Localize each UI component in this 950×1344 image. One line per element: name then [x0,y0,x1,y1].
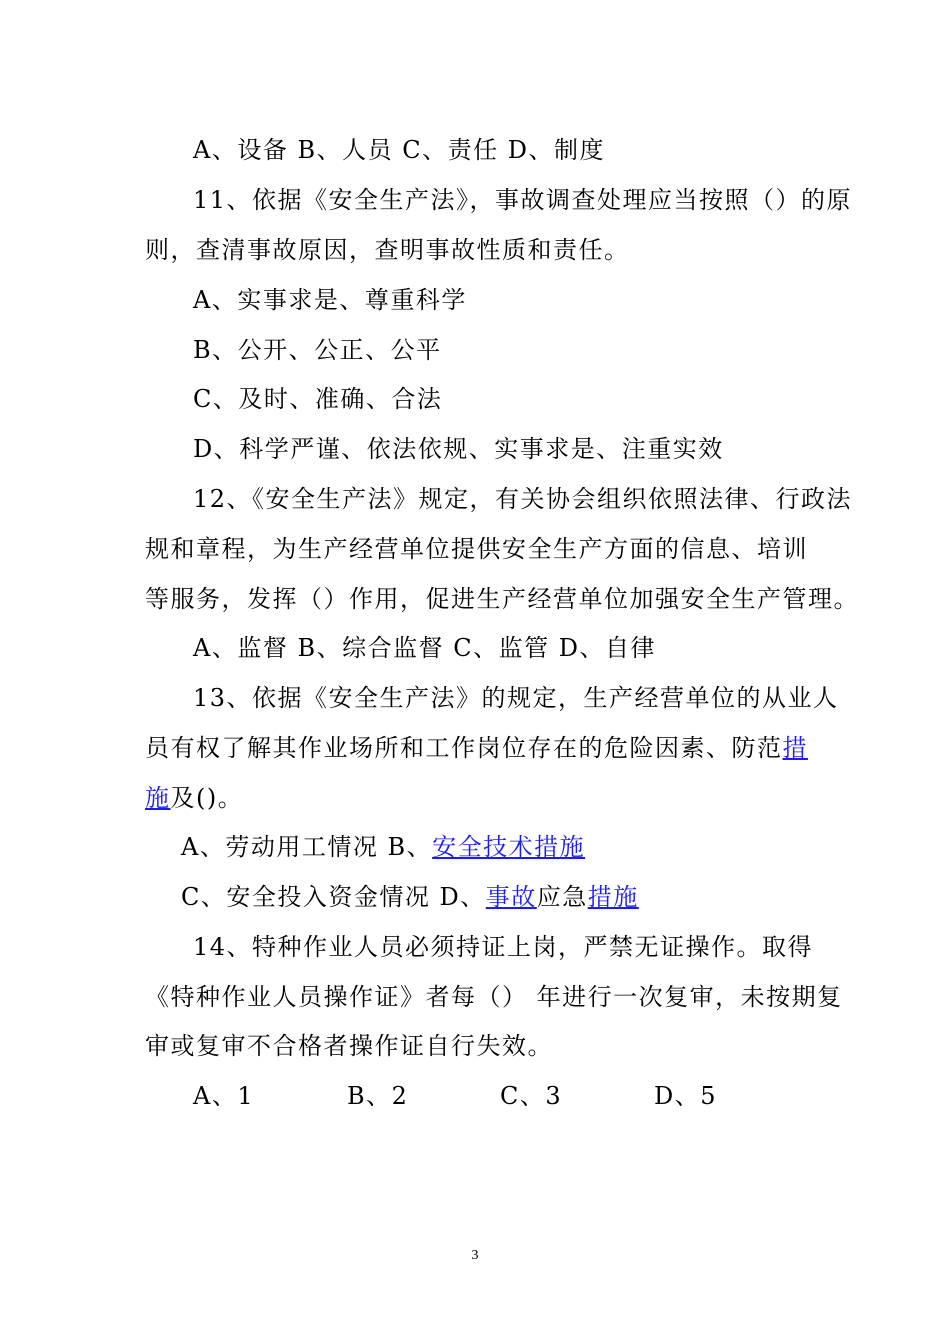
accident-link[interactable]: 事故 [485,883,537,911]
q13-options-ab [181,832,585,862]
q14-line3: 审或复审不合格者操作证自行失效。 [145,1032,553,1060]
q12-line1: 12、《安全生产法》规定，有关协会组织依照法律、行政法 [193,485,853,513]
q13-line2-text: 员有权了解其作业场所和工作岗位存在的危险因素、防范 [145,734,783,762]
q11-line2: 则，查清事故原因，查明事故性质和责任。 [145,236,630,264]
measures-link-part1[interactable]: 措 [782,734,808,762]
q10-options: A、设备 B、人员 C、责任 D、制度 [193,136,605,164]
q13-line3-text: 及()。 [170,784,244,812]
q13-line3 [145,783,243,813]
q12-options: A、监督 B、综合监督 C、监管 D、自律 [193,634,656,662]
measures-link[interactable]: 措施 [587,883,639,911]
q12-line3: 等服务，发挥（）作用，促进生产经营单位加强安全生产管理。 [145,585,859,613]
page-number: 3 [471,1248,479,1263]
q11-option-a: A、实事求是、尊重科学 [193,286,467,314]
q11-line1: 11、依据《安全生产法》，事故调查处理应当按照（）的原 [193,186,853,214]
q11-option-d: D、科学严谨、依法依规、实事求是、注重实效 [193,435,724,463]
q14-option-c: C、3 [500,1082,563,1110]
q12-line2: 规和章程，为生产经营单位提供安全生产方面的信息、培训 [145,535,808,563]
q13-option-c: C、安全投入资金情况 D、 [181,883,486,911]
q14-option-a: A、1 [193,1082,255,1110]
q14-line1: 14、特种作业人员必须持证上岗，严禁无证操作。取得 [193,933,814,961]
q11-option-c: C、及时、准确、合法 [193,385,443,413]
q13-option-a: A、劳动用工情况 B、 [181,833,433,861]
q14-option-b: B、2 [347,1082,409,1110]
q13-line1: 13、依据《安全生产法》的规定，生产经营单位的从业人 [193,684,839,712]
q14-option-d: D、5 [654,1082,718,1110]
safety-technical-measures-link[interactable]: 安全技术措施 [432,833,586,861]
q14-line2: 《特种作业人员操作证》者每（） 年进行一次复审，未按期复 [145,983,843,1011]
q13-line2 [145,733,808,763]
q13-option-d-text: 应急 [536,883,588,911]
measures-link-part2[interactable]: 施 [145,784,171,812]
q13-options-cd [181,882,639,912]
q11-option-b: B、公开、公正、公平 [193,336,442,364]
